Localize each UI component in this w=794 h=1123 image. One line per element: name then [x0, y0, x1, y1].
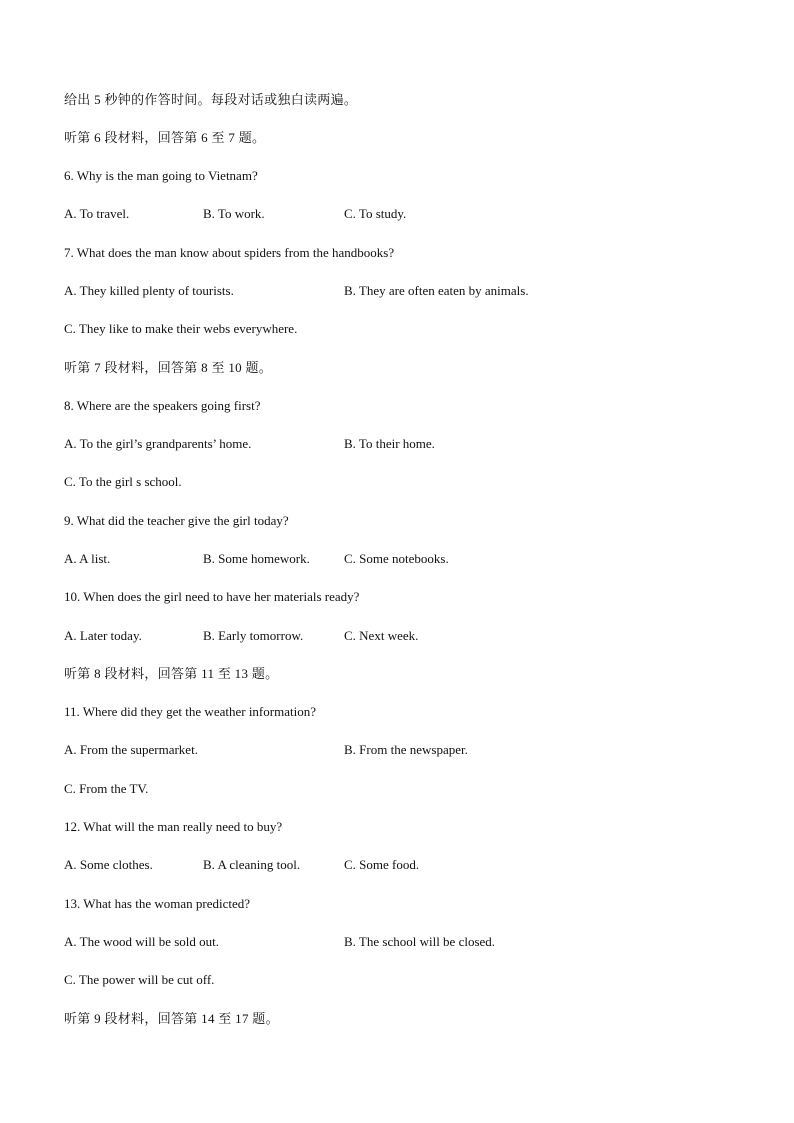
question-stem: 10. When does the girl need to have her materials ready?	[64, 589, 360, 604]
option-c: C. To study.	[344, 206, 407, 221]
option-a: A. The wood will be sold out.	[64, 934, 220, 949]
option-c: C. They like to make their webs everywhere.	[64, 321, 298, 336]
question-stem: 13. What has the woman predicted?	[64, 896, 251, 911]
option-b: B. To their home.	[344, 436, 435, 451]
option-c: C. The power will be cut off.	[64, 972, 215, 987]
question-stem: 11. Where did they get the weather information?	[64, 704, 316, 719]
option-b: B. To work.	[203, 206, 265, 221]
option-a: A. To travel.	[64, 206, 130, 221]
option-b: B. They are often eaten by animals.	[344, 283, 529, 298]
question-stem: 7. What does the man know about spiders from the handbooks?	[64, 245, 395, 260]
option-b: B. Some homework.	[203, 551, 310, 566]
option-b: B. Early tomorrow.	[203, 628, 304, 643]
option-a: A. Later today.	[64, 628, 142, 643]
option-a: A. To the girl’s grandparents’ home.	[64, 436, 252, 451]
section-header: 听第 6 段材料，回答第 6 至 7 题。	[64, 130, 266, 145]
option-c: C. Some food.	[344, 857, 420, 872]
option-a: A. Some clothes.	[64, 857, 153, 872]
option-a: A. They killed plenty of tourists.	[64, 283, 234, 298]
intro-instruction: 给出 5 秒钟的作答时间。每段对话或独白读两遍。	[64, 92, 358, 107]
question-stem: 8. Where are the speakers going first?	[64, 398, 261, 413]
section-header: 听第 9 段材料，回答第 14 至 17 题。	[64, 1011, 279, 1026]
option-c: C. From the TV.	[64, 781, 149, 796]
section-header: 听第 7 段材料，回答第 8 至 10 题。	[64, 360, 273, 375]
question-stem: 9. What did the teacher give the girl today?	[64, 513, 289, 528]
option-b: B. The school will be closed.	[344, 934, 496, 949]
question-stem: 6. Why is the man going to Vietnam?	[64, 168, 258, 183]
option-c: C. Next week.	[344, 628, 419, 643]
option-c: C. To the girl s school.	[64, 474, 182, 489]
option-b: B. From the newspaper.	[344, 742, 468, 757]
section-header: 听第 8 段材料，回答第 11 至 13 题。	[64, 666, 279, 681]
option-a: A. From the supermarket.	[64, 742, 198, 757]
question-stem: 12. What will the man really need to buy?	[64, 819, 283, 834]
option-b: B. A cleaning tool.	[203, 857, 301, 872]
option-a: A. A list.	[64, 551, 111, 566]
option-c: C. Some notebooks.	[344, 551, 449, 566]
